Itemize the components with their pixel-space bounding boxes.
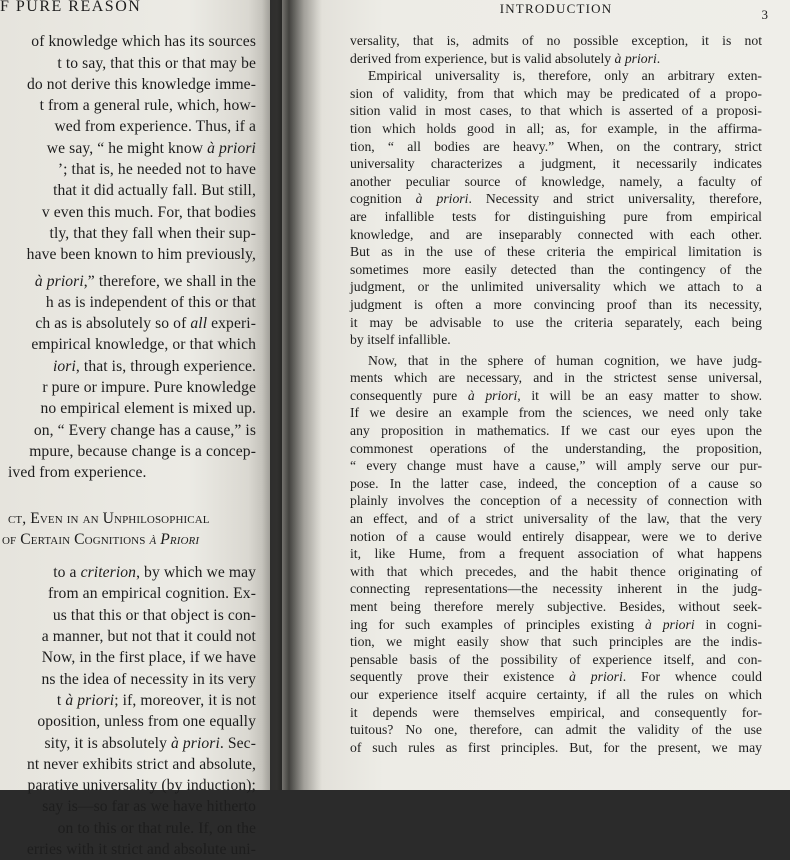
text-line: wed from experience. Thus, if a — [54, 118, 256, 136]
text-line: of such rules as first principles. But, for the present, we may — [350, 739, 762, 755]
text-line: empirical knowledge, or that which — [31, 336, 256, 354]
text-line: we say, “ he might know à priori — [46, 139, 256, 157]
left-running-head: F PURE REASON — [0, 0, 142, 15]
text-line: that it did actually fall. But still, — [53, 182, 256, 200]
text-line: Now, in the first place, if we have — [41, 649, 256, 667]
text-line: mpure, because change is a concep- — [29, 442, 256, 460]
text-line: Empirical universality is, therefore, only an arbitrary exten- — [368, 68, 762, 84]
text-line: a manner, but not that it could not — [41, 628, 256, 646]
text-line: ment being therefore merely subjective. Besides, without seek- — [350, 599, 762, 614]
text-line: commonest operations of the understanding, the proposition, — [350, 440, 762, 456]
text-line: oposition, unless from one equally — [37, 713, 256, 731]
heading-line: of Certain Cognitions à Priori — [2, 530, 200, 548]
text-line: us that this or that object is con- — [52, 606, 256, 624]
text-line: tly, that they fall when their sup- — [49, 224, 256, 242]
text-line: h as is independent of this or that — [45, 293, 256, 311]
text-line: do not derive this knowledge imme- — [26, 75, 256, 93]
text-line: to a criterion, by which we may — [53, 564, 256, 582]
text-line: judgment, or the unlimited universality which we attach to a — [350, 279, 762, 295]
text-line: ments which are necessary, and in the strictest sense universal, — [350, 370, 762, 386]
text-line: tion, “ all bodies are heavy.” When, on the contrary, strict — [350, 138, 762, 154]
text-line: notion of a cause would entirely disappear, were we to derive — [350, 528, 762, 544]
text-line: tion which holds good in all; as, for example, in the affirma- — [350, 120, 762, 136]
section-heading — [0, 508, 256, 551]
text-line: plainly involves the conception of a necessity of connection with — [350, 493, 762, 509]
text-line: iori, that is, through experience. — [52, 357, 256, 375]
page-number: 3 — [761, 7, 768, 22]
text-line: derived from experience, but is valid absolutely à priori. — [350, 50, 661, 66]
text-line: t à priori; if, moreover, it is not — [56, 691, 256, 709]
text-line: say is—so far as we have hitherto — [42, 798, 256, 816]
text-line: tion, we might easily show that such principles are the indis- — [350, 634, 762, 650]
text-line: sequently prove their existence à priori. For whence could — [350, 669, 762, 685]
text-line: it depends were themselves empirical, and consequently for- — [350, 704, 762, 720]
text-line: tuitous? No one, therefore, can admit the validity of the use — [350, 722, 762, 738]
text-line: If we desire an example from the sciences, we need only take — [350, 405, 762, 421]
text-line: t to say, that this or that may be — [57, 54, 256, 72]
book-gutter — [262, 0, 322, 790]
text-line: sometimes more easily detected than the contingency of the — [350, 261, 762, 277]
text-line: “ every change must have a cause,” will amply serve our pur- — [350, 458, 762, 474]
text-line: on, “ Every change has a cause,” is — [33, 421, 256, 439]
text-line: r pure or impure. Pure knowledge — [42, 379, 256, 397]
text-line: by itself infallible. — [350, 332, 451, 348]
left-page-text — [0, 0, 256, 860]
left-paragraph-3 — [0, 562, 256, 860]
text-line: of knowledge which has its sources — [31, 33, 256, 51]
right-page — [282, 0, 790, 790]
text-line: ns the idea of necessity in its very — [41, 670, 256, 688]
text-line: it may be advisable to use the criteria separately, each being — [350, 314, 762, 330]
text-line: ’; that is, he needed not to have — [57, 161, 256, 179]
text-line: universality characterizes a judgment, it necessarily indicates — [350, 156, 762, 172]
text-line: nt never exhibits strict and absolute, — [27, 755, 256, 773]
text-line: from an empirical cognition. Ex- — [47, 585, 256, 603]
text-line: pose. In the latter case, indeed, the conception of a cause so — [350, 475, 762, 491]
text-line: another peculiar source of knowledge, namely, a faculty of — [350, 173, 762, 189]
right-paragraph-1 — [350, 32, 762, 67]
text-line: on to this or that rule. If, on the — [57, 819, 256, 837]
text-line: But as in the use of these criteria the empirical limitation is — [350, 244, 762, 260]
text-line: erries with it strict and absolute uni- — [26, 840, 256, 858]
left-page — [0, 0, 270, 858]
text-line: à priori,” therefore, we shall in the — [34, 272, 256, 290]
text-line: any proposition in mathematics. If we cast our eyes upon the — [350, 423, 762, 439]
text-line: our experience itself acquire certainty, if all the rules on which — [350, 686, 762, 702]
text-line: t from a general rule, which, how- — [39, 97, 256, 115]
text-line: with that which precedes, and the habit thence originating of — [350, 563, 762, 579]
text-line: sity, it is absolutely à priori. Sec- — [44, 734, 256, 752]
text-line: ived from experience. — [8, 464, 147, 482]
text-line: v even this much. For, that bodies — [41, 203, 256, 221]
text-line: ing for such examples of principles existing à priori in cogni- — [350, 616, 762, 632]
text-line: it, like Hume, from a frequent association of what happens — [350, 546, 762, 562]
text-line: pensable basis of the possibility of experience itself, and con- — [350, 651, 762, 667]
heading-line: ct, Even in an Unphilosophical — [8, 509, 210, 527]
text-line: are infallible tests for distinguishing pure from empirical — [350, 208, 762, 224]
text-line: judgment is often a more convincing proof than its necessity, — [350, 296, 762, 312]
text-line: have been known to him previously, — [26, 246, 256, 264]
text-line: sition valid in most cases, to that which is asserted of a proposi- — [350, 103, 762, 119]
left-paragraph-1 — [0, 31, 256, 265]
right-running-head: INTRODUCTION — [499, 1, 613, 16]
text-line: an effect, and of a strict universality of the law, that the very — [350, 511, 762, 527]
text-line: no empirical element is mixed up. — [40, 400, 256, 418]
right-paragraph-2 — [350, 67, 762, 349]
text-line: knowledge, and are inseparably connected with each other. — [350, 226, 762, 242]
text-line: versality, that is, admits of no possible exception, it is not — [350, 33, 762, 48]
text-line: consequently pure à priori, it will be an easy matter to show. — [350, 387, 762, 403]
right-paragraph-3 — [350, 352, 762, 757]
text-line: Now, that in the sphere of human cognition, we have judg- — [368, 352, 762, 368]
text-line: parative universality (by induction); — [27, 777, 256, 795]
left-paragraph-2 — [0, 271, 256, 484]
text-line: cognition à priori. Necessity and strict universality, therefore, — [350, 191, 763, 207]
right-page-text — [350, 1, 768, 756]
text-line: connecting representations—the necessity inherent in the judg- — [350, 581, 762, 597]
text-line: ch as is absolutely so of all experi- — [35, 315, 256, 333]
text-line: sion of validity, from that which may be predicated of a propo- — [350, 85, 762, 101]
